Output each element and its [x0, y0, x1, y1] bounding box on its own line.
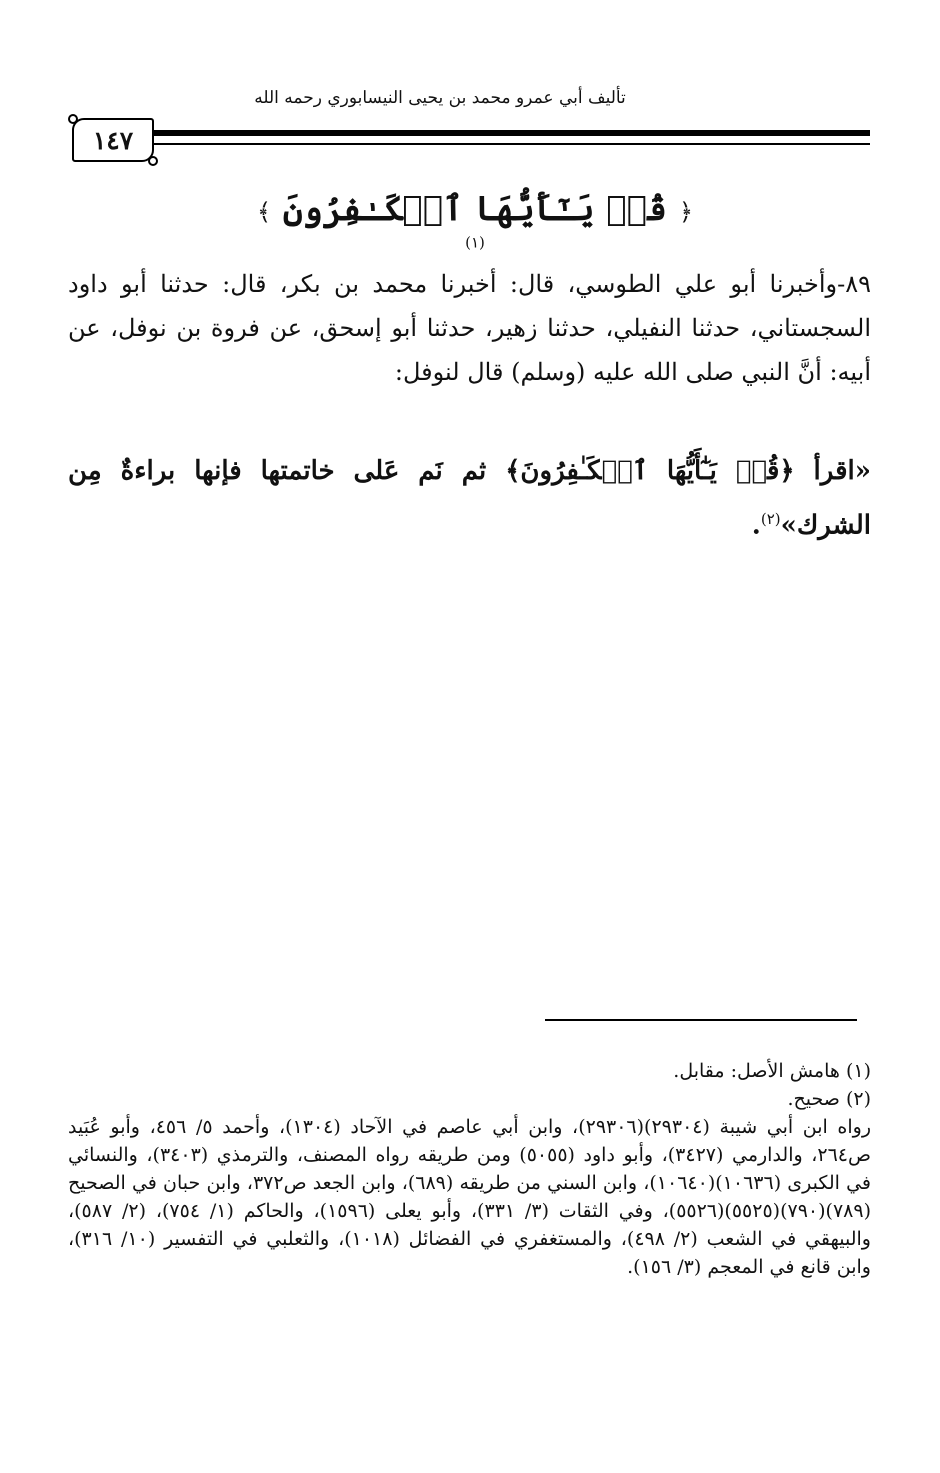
surah-title: قُلۡ يَـٰٓأَيُّهَا ٱلۡكَـٰفِرُونَ [282, 189, 668, 229]
ornament-close-icon: ﴾ [256, 198, 272, 226]
footnote-separator [545, 1019, 857, 1021]
ornament-open-icon: ﴿ [678, 198, 693, 226]
footnote-1: (١) هامش الأصل: مقابل. [673, 1060, 871, 1082]
hadith-continuation: ثم نَم عَلى خاتمتها فإنها براءةٌ مِن الشرك» [68, 456, 871, 541]
quran-quote: ﴿قُلۡ يَـٰٓأَيُّهَا ٱلۡكَـٰفِرُونَ﴾ [505, 456, 795, 486]
hadith-matn [68, 447, 871, 550]
footnote-2-body: رواه ابن أبي شيبة (٢٩٣٠٤)(٢٩٣٠٦)، وابن أبي عاصم في الآحاد (١٣٠٤)، وأحمد ٥/ ٤٥٦، وأبو عُبَيد ص٢٦٤، والدارمي (٣٤٢٧)، وأبو داود (٥٠٥٥) ومن طريقه رواه المصنف، والترمذي (٣٤٠٣)، والنسائي في الكبرى (١٠٦٣٦)(١٠٦٤٠)، وابن السني من طريقه (٦٨٩)، وابن الجعد ص٣٧٢، وابن حبان في الصحيح (٧٨٩)(٧٩٠)(٥٥٢٥)(٥٥٢٦)، وفي الثقات (٣/ ٣٣١)، وأبو يعلى (١٥٩٦)، والحاكم (١/ ٧٥٤)، (٢/ ٥٨٧)، والبيهقي في الشعب (٢/ ٤٩٨)، والمستغفري في الفضائل (١٠١٨)، والثعلبي في التفسير (١٠/ ٣١٦)، وابن قانع في المعجم (٣/ ١٥٦). [68, 1116, 871, 1278]
header-rule-thin [145, 143, 870, 145]
footnote-2-head: (٢) صحيح. [787, 1088, 871, 1110]
surah-heading [250, 188, 700, 269]
header-rule-thick [145, 130, 870, 136]
hadith-opening: «اقرأ [794, 456, 871, 486]
running-header: تأليف أبي عمرو محمد بن يحيى النيسابوري رحمه الله [254, 88, 626, 108]
hadith-end: . [751, 510, 761, 541]
page-number: ١٤٧ [72, 118, 154, 162]
isnad-paragraph: ٨٩-وأخبرنا أبو علي الطوسي، قال: أخبرنا محمد بن بكر، قال: حدثنا أبو داود السجستاني، حدثنا النفيلي، حدثنا زهير، حدثنا أبو إسحق، عن فروة بن نوفل، عن أبيه: أنَّ النبي صلى الله عليه (وسلم) قال لنوفل: [68, 270, 871, 386]
footnotes [68, 1057, 871, 1281]
footnote-ref-1: (١) [465, 233, 485, 252]
footnote-ref-2: (٢) [760, 510, 781, 528]
